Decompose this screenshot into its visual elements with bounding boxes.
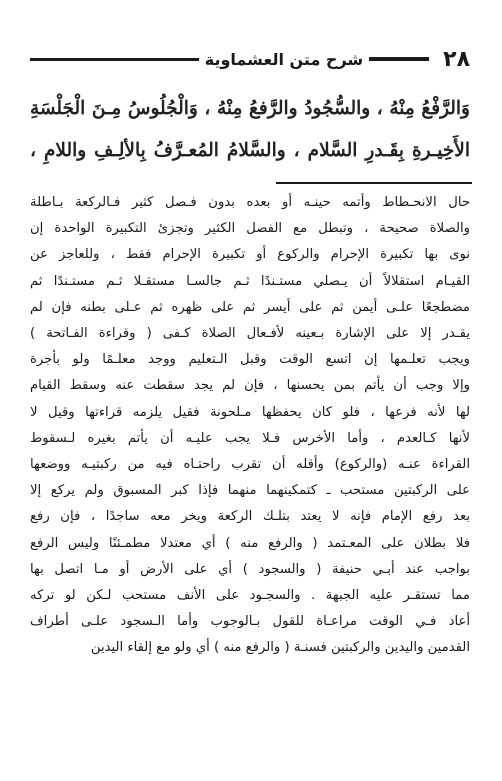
page-header (30, 44, 470, 74)
sharh-line: القراءة عنـه (والركوع) وأقله أن تقرب راحتـاه فيه من ركبتيـه ووضعها (30, 457, 470, 473)
sharh-text (30, 190, 470, 662)
sharh-line: نوى بها تكبيرة الإحرام والركوع أو تكبيرة الإحرام فقط ، وللعاجز عن (30, 247, 470, 263)
sharh-line: القيـام استقلالاً أن يـصلي مستـندًا ثـم جالسـا مستقـلا ثـم مستـندًا ثم (30, 273, 470, 289)
sharh-line: أعاد فـي الوقت مراعـاة للقول بـالوجوب وأما الـسجود علـى أطراف (30, 614, 470, 630)
header-rule-long (30, 58, 199, 61)
running-title: شرح متن العشماوية (204, 49, 364, 69)
sharh-line: فلا بطلان على المعـتمد ( والرفع منه ) أي معتدلا مطمـئنًا وليس الرفع (30, 535, 470, 551)
sharh-line: والصلاة صحيحة ، وتبطل مع الفصل الكثير وتجزئ التكبيرة الواحدة إن (30, 221, 470, 237)
header-rule-short (369, 57, 429, 61)
sharh-line: لها لأنه فرعها ، فلو كان يحفظها مـلحونة فقيل يلزمه قراءتها وقيل لا (30, 404, 470, 420)
matn-text (30, 88, 470, 172)
sharh-line: بعد رفع الإمام فإنه لا يعتد بتلـك الركعة ويخر معه ساجدًا ، فإن رفع (30, 509, 470, 525)
sharh-line: بواجب عند أبـي حنيفة ( والسجود ) أي على الأرض أو مـا اتصل بها (30, 561, 470, 577)
sharh-line: مضطجعًا علـى أيمن ثم على أيسر ثم على ظهره ثم عـلى بطنه فإن لم (30, 299, 470, 315)
sharh-line: حال الانحـطاط وأتمه حينـه أو بعده بدون فـصل كثير فـالركعة بـاطلة (30, 195, 470, 210)
matn-line: وَالرَّفْعُ مِنْهُ ، والسُّجُودُ والرَّفعُ مِنْهُ ، وَالْجُلُوسُ مِـنَ الْجَلْسَةِ (30, 98, 470, 119)
sharh-line: يقـدر إلا على الإشارة بـعينه لأفـعال الصلاة كـفى ( وقراءة الفـاتحة ) (30, 326, 470, 342)
page-number: ٢٨ (443, 46, 470, 72)
footnote-separator (276, 182, 472, 184)
sharh-line: القدمين واليدين والركبتين فسنـة ( والرفع منه ) أي ولو مع إلقاء اليدين (90, 640, 470, 656)
matn-line: الأَخِيـرةِ بِقَـدرِ السَّلام ، والسَّلامُ المُعـرَّفُ بِالألِـفِ واللامِ ، (30, 140, 470, 161)
sharh-line: مما تستقـر عليه الجبهة . والسجـود على الأنف مستحب لـكن لو تركه (30, 588, 470, 604)
sharh-line: ويجب تعلـمها إن اتسع الوقت وقبل الـتعليم ووجد معلـمًا ولو بأجرة (30, 352, 470, 368)
sharh-line: على الركبتين مستحب ـ كتمكينهما منهما فإذا كبر المسبوق ولم يركع إلا (30, 483, 470, 499)
sharh-line: وإلا وجب أن يأتم بمن يحسنها ، فإن لم يجد سقطت عنه وسقط القيام (30, 378, 470, 394)
sharh-line: لأنها كـالعدم ، وأما الأخرس فـلا يجب عليـه أن يأتم بغيره لـسقوط (30, 430, 470, 446)
